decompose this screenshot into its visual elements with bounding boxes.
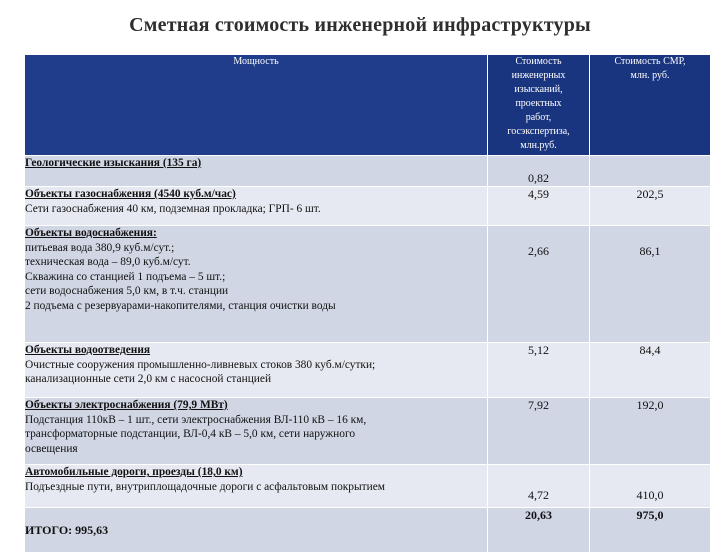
row-smr bbox=[590, 156, 711, 187]
row-line: Подстанция 110кВ – 1 шт., сети электроснабжения ВЛ-110 кВ – 16 км, bbox=[25, 413, 367, 426]
row-line: Сети газоснабжения 40 км, подземная прокладка; ГРП- 6 шт. bbox=[25, 202, 321, 215]
row-line: сети водоснабжения 5,0 км, в т.ч. станции bbox=[25, 285, 229, 297]
table-header-row bbox=[25, 55, 711, 156]
total-label: ИТОГО: 995,63 bbox=[25, 508, 488, 553]
row-cost: 4,59 bbox=[488, 187, 590, 226]
row-smr: 410,0 bbox=[590, 465, 711, 508]
header-power: Мощность bbox=[25, 55, 488, 156]
row-description bbox=[25, 343, 488, 398]
table-row bbox=[25, 398, 711, 465]
row-line: Очистные сооружения промышленно-ливневых стоков 380 куб.м/сутки; bbox=[25, 358, 376, 371]
row-title: Геологические изыскания (135 га) bbox=[25, 157, 202, 169]
row-description bbox=[25, 465, 488, 508]
row-title: Объекты водоотведения bbox=[25, 344, 151, 356]
row-line: освещения bbox=[25, 442, 78, 455]
table-row bbox=[25, 343, 711, 398]
row-line: питьевая вода 380,9 куб.м/сут.; bbox=[25, 241, 175, 254]
total-row bbox=[25, 508, 711, 553]
row-smr: 192,0 bbox=[590, 398, 711, 465]
page-title: Сметная стоимость инженерной инфраструктуры bbox=[129, 14, 591, 36]
table-row bbox=[25, 465, 711, 508]
table-row bbox=[25, 187, 711, 226]
row-smr: 86,1 bbox=[590, 226, 711, 343]
row-cost: 2,66 bbox=[488, 226, 590, 343]
total-cost: 20,63 bbox=[488, 508, 590, 553]
row-line: трансформаторные подстанции, ВЛ-0,4 кВ – 5,0 км, сети наружного bbox=[25, 428, 356, 440]
row-smr: 84,4 bbox=[590, 343, 711, 398]
table-row bbox=[25, 226, 711, 343]
row-description bbox=[25, 398, 488, 465]
row-title: Объекты водоснабжения: bbox=[25, 227, 157, 239]
cost-table bbox=[24, 54, 711, 553]
row-line: техническая вода – 89,0 куб.м/сут. bbox=[25, 256, 191, 268]
row-title: Автомобильные дороги, проезды (18,0 км) bbox=[25, 466, 243, 478]
header-cost: Стоимость инженерных изысканий, проектных работ, госэкспертиза, млн.руб. bbox=[488, 55, 590, 156]
table-row bbox=[25, 156, 711, 187]
row-description bbox=[25, 187, 488, 226]
header-smr: Стоимость СМР, млн. руб. bbox=[590, 55, 711, 156]
row-smr: 202,5 bbox=[590, 187, 711, 226]
row-description bbox=[25, 156, 488, 187]
row-line: Подъездные пути, внутриплощадочные дороги с асфальтовым покрытием bbox=[25, 480, 385, 493]
row-cost: 7,92 bbox=[488, 398, 590, 465]
row-line: Скважина со станцией 1 подъема – 5 шт.; bbox=[25, 270, 226, 283]
row-title: Объекты газоснабжения (4540 куб.м/час) bbox=[25, 188, 236, 200]
row-title: Объекты электроснабжения (79,9 МВт) bbox=[25, 399, 228, 411]
row-line: канализационные сети 2,0 км с насосной станцией bbox=[25, 373, 272, 385]
row-cost: 5,12 bbox=[488, 343, 590, 398]
row-cost: 0,82 bbox=[488, 156, 590, 187]
row-line: 2 подъема с резервуарами-накопителями, станция очистки воды bbox=[25, 299, 336, 312]
row-cost: 4,72 bbox=[488, 465, 590, 508]
total-smr: 975,0 bbox=[590, 508, 711, 553]
row-description bbox=[25, 226, 488, 343]
